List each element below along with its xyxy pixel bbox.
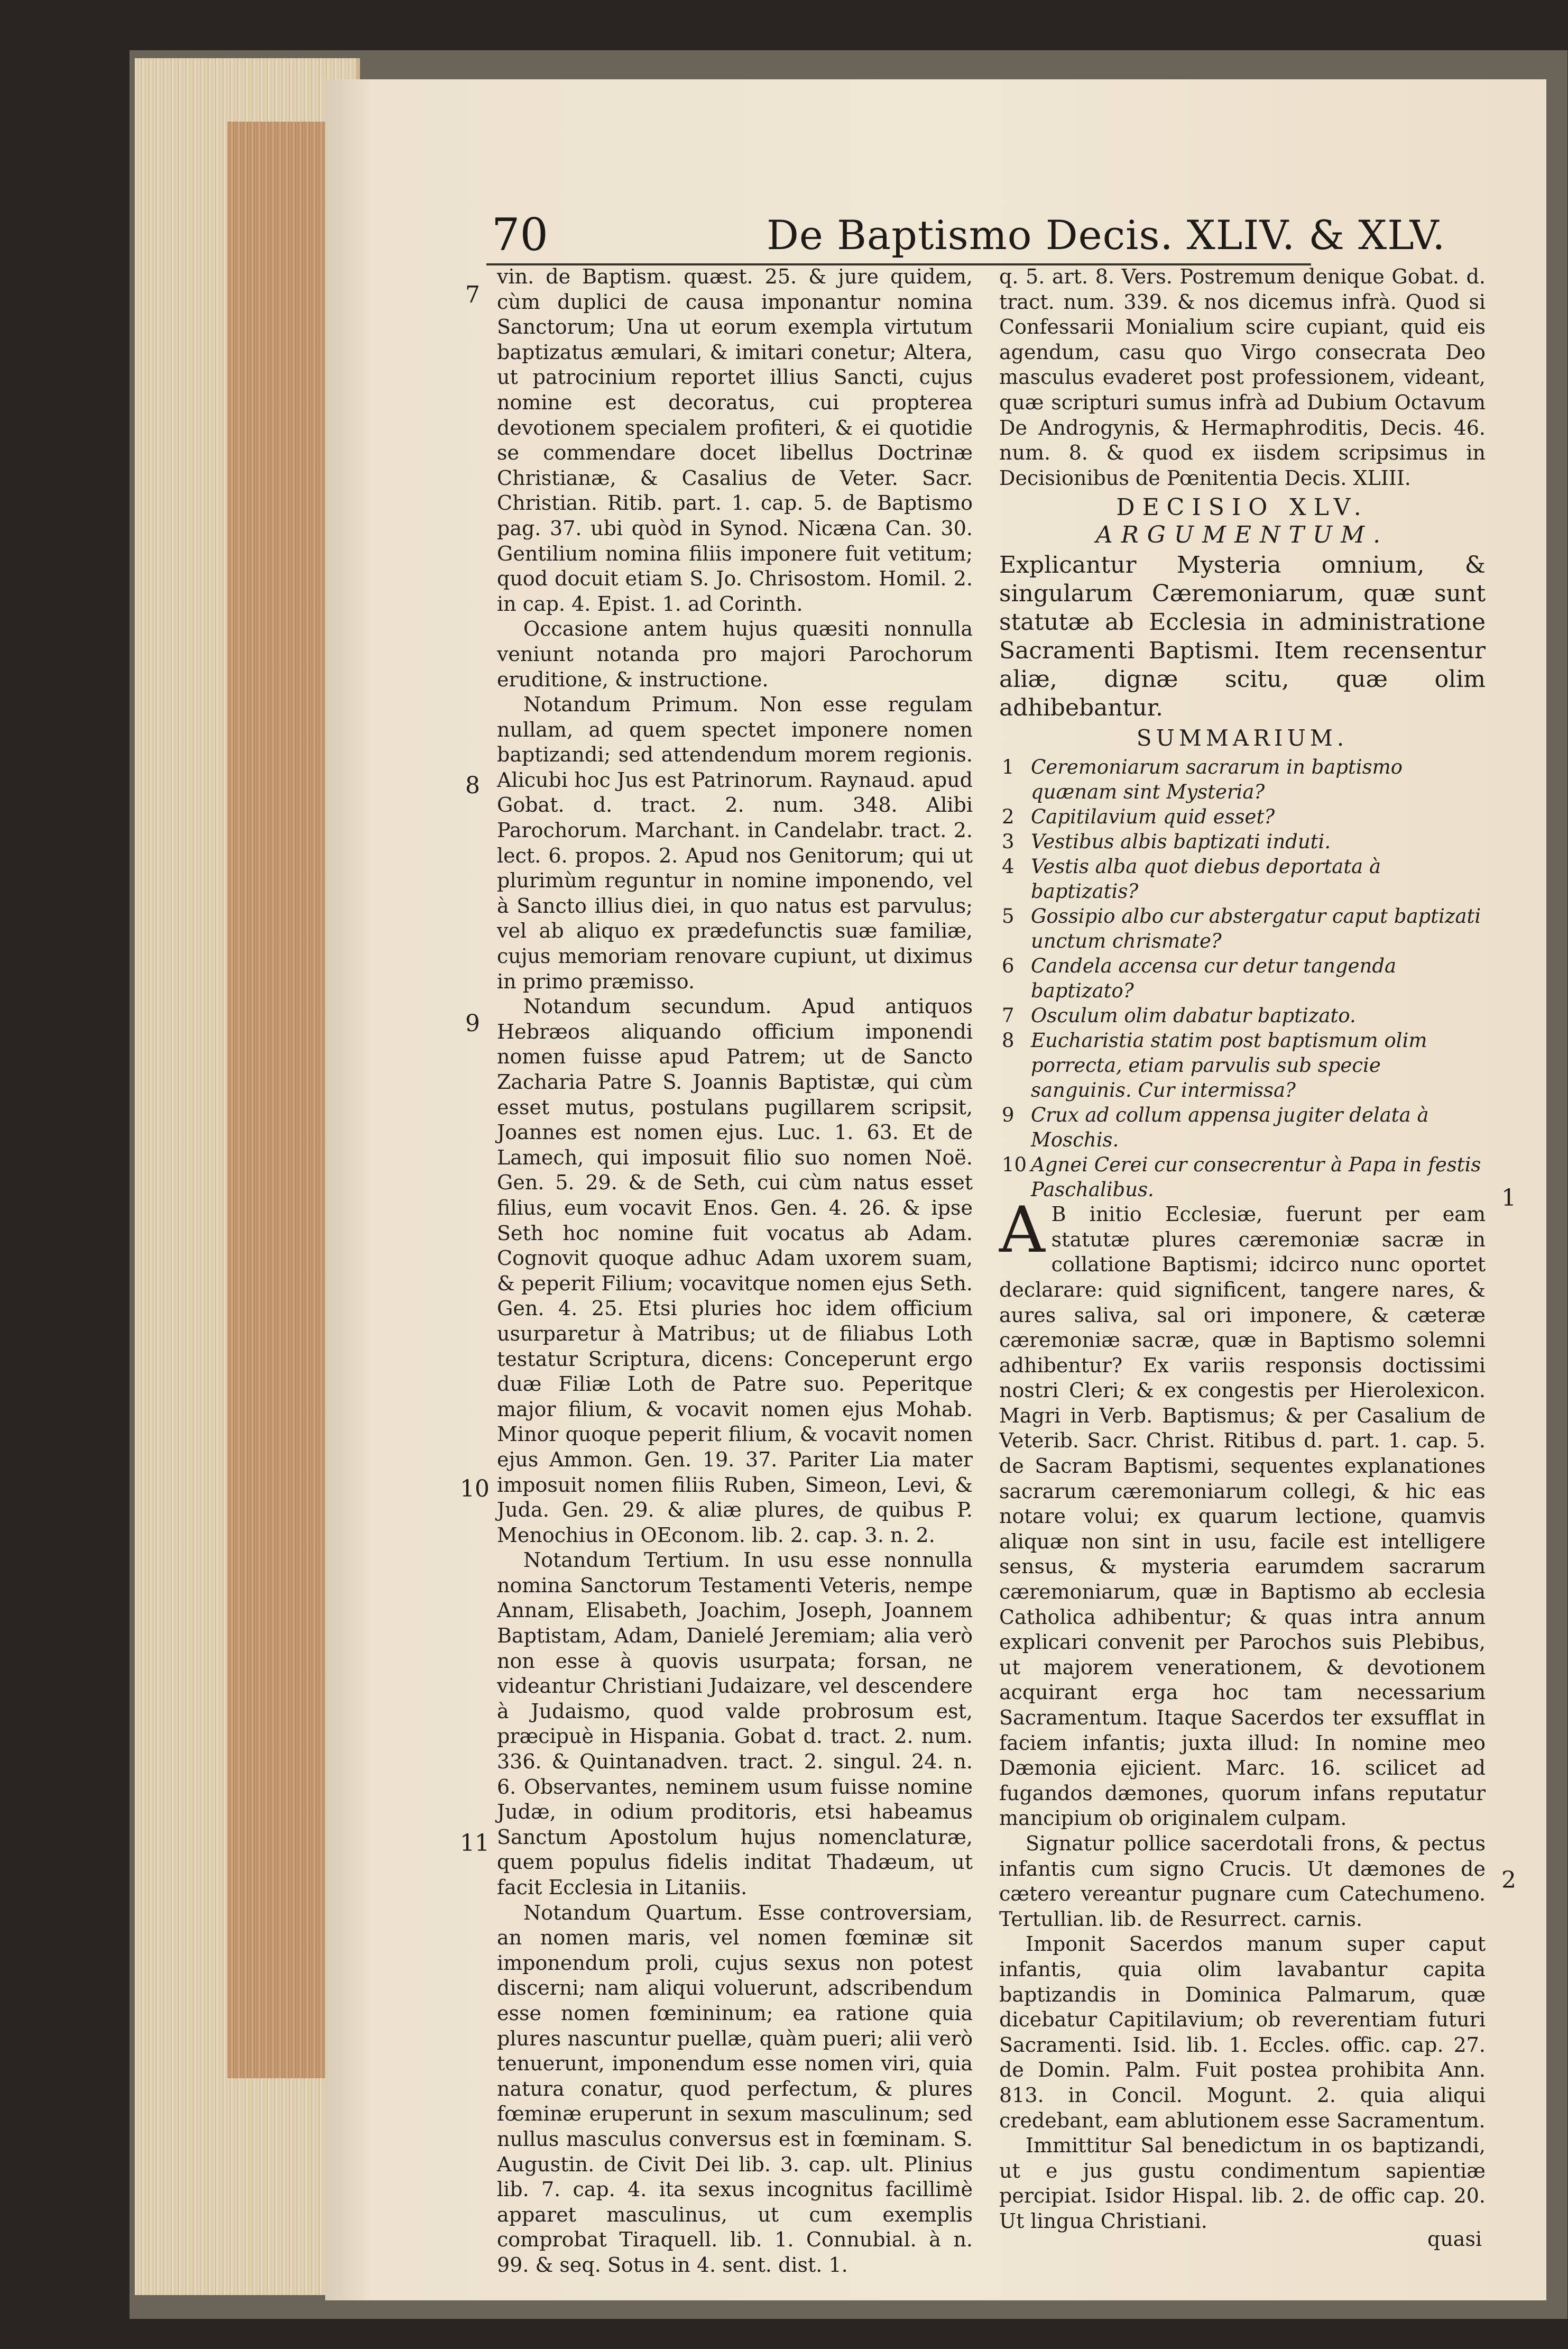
catchword: quasi (1427, 2227, 1482, 2251)
paragraph: Occasione antem hujus quæsiti nonnulla veniunt notanda pro majori Parochorum eruditione, & instructione. (497, 617, 973, 691)
paragraph: Immittitur Sal benedictum in os baptizandi, ut e jus gustu condimentum sapientiæ percipiat. Isidor Hispal. lib. 2. de offic cap. 20. Ut lingua Christiani. (999, 2134, 1486, 2233)
drop-capital: A (999, 1194, 1045, 1268)
right-column (999, 264, 1486, 2234)
margin-number: 8 (465, 772, 480, 799)
summary-item: 1 Ceremoniarum sacrarum in baptismo quænam sint Mysteria? (1002, 756, 1403, 804)
margin-number: 10 (460, 1475, 490, 1502)
running-title: De Baptismo Decis. XLIV. & XLV. (767, 212, 1446, 259)
summary-label: SUMMARIUM. (1136, 724, 1349, 751)
summary-item: 8 Eucharistia statim post baptismum olim porrecta, etiam parvulis sub specie sanguinis. Cur intermissa? (1002, 1029, 1427, 1102)
paragraph: Notandum Quartum. Esse controversiam, an nomen maris, vel nomen fœminæ sit imponendum proli, cujus sexus non potest discerni; nam aliqui voluerunt, adscribendum esse nomen fœmininum; ea ratione quia plures nascuntur puellæ, quàm pueri; alii verò tenuerunt, imponendum esse nomen viri, quia natura conatur, quod perfectum, & plures fœminæ eruperunt in sexum masculinum; sed nullus masculus conversus est in fœminam. S. Augustin. de Civit Dei lib. 3. cap. ult. Plinius lib. 7. cap. 4. ita sexus incognitus facillimè apparet masculinus, ut cum exemplis comprobat Tiraquell. lib. 1. Connubial. à n. 99. & seq. Sotus in 4. sent. dist. 1. (497, 1901, 973, 2277)
summary-item: 3 Vestibus albis baptizati induti. (1002, 830, 1331, 854)
paragraph: Notandum Primum. Non esse regulam nullam, ad quem spectet imponere nomen baptizandi; sed attendendum morem regionis. Alicubi hoc Jus est Patrinorum. Raynaud. apud Gobat. d. tract. 2. num. 348. Alibi Parochorum. Marchant. in Candelabr. tract. 2. lect. 6. propos. 2. Apud nos Genitorum; qui ut plurimùm reguntur in nomine imponendo, vel à Sancto illius diei, in quo natus est parvulus; vel ab aliquo ex prædefunctis suæ familiæ, cujus memoriam renovare cupiunt, ut diximus in primo præmisso. (497, 693, 973, 993)
paragraph: Imponit Sacerdos manum super caput infantis, quia olim lavabantur capita baptizandis in Dominica Palmarum, quæ dicebatur Capitilavium; ob reverentiam futuri Sacramenti. Isid. lib. 1. Eccles. offic. cap. 27. de Domin. Palm. Fuit postea prohibita Ann. 813. in Concil. Mogunt. 2. quia aliqui credebant, eam ablutionem esse Sacramentum. (999, 1932, 1486, 2132)
paragraph: Signatur pollice sacerdotali frons, & pectus infantis cum signo Crucis. Ut dæmones de cætero vereantur pugnare cum Catechumeno. Tertullian. lib. de Resurrect. carnis. (999, 1831, 1486, 1931)
summary-item: 5 Gossipio albo cur abstergatur caput baptizati unctum chrismate? (1002, 905, 1481, 953)
decision-title: DECISIO XLV. (1116, 494, 1369, 521)
argument-label: ARGUMENTUM. (1095, 521, 1389, 548)
gilt-edge (227, 122, 338, 2078)
summary-list (999, 755, 1486, 1202)
margin-number: 2 (1501, 1867, 1516, 1894)
margin-number: 1 (1501, 1185, 1516, 1212)
left-column (497, 264, 973, 2278)
margin-number: 7 (465, 281, 480, 308)
summary-item: 4 Vestis alba quot diebus deportata à baptizatis? (1002, 855, 1381, 903)
margin-number: 9 (465, 1010, 480, 1037)
paragraph: Notandum Tertium. In usu esse nonnulla nomina Sanctorum Testamenti Veteris, nempe Annam, Elisabeth, Joachim, Joseph, Joannem Baptistam, Adam, Danielé Jeremiam; alia verò non esse à quovis usurpata; forsan, ne videantur Christiani Judaizare, vel descendere à Judaismo, quod valde probrosum est, præcipuè in Hispania. Gobat d. tract. 2. num. 336. & Quintanadven. tract. 2. singul. 24. n. 6. Observantes, neminem usum fuisse nomine Judæ, in odium proditoris, etsi habeamus Sanctum Apostolum hujus nomenclaturæ, quem populus fidelis inditat Thadæum, ut facit Ecclesia in Litaniis. (497, 1548, 973, 1899)
summary-item: 6 Candela accensa cur detur tangenda baptizato? (1002, 955, 1397, 1003)
paragraph: vin. de Baptism. quæst. 25. & jure quidem, cùm duplici de causa imponantur nomina Sanctorum; Una ut eorum exempla virtutum baptizatus æmulari, & imitari conetur; Altera, ut patrocinium reportet illius Sancti, cujus nomine est decoratus, cui propterea devotionem specialem profiteri, & ei quotidie se commendare docet libellus Doctrinæ Christianæ, & Casalius de Veter. Sacr. Christian. Ritib. part. 1. cap. 5. de Baptismo pag. 37. ubi quòd in Synod. Nicæna Can. 30. Gentilium nomina filiis imponere fuit vetitum; quod docuit etiam S. Jo. Chrisostom. Homil. 2. in cap. 4. Epist. 1. ad Corinth. (497, 265, 973, 616)
paragraph: A B initio Ecclesiæ, fuerunt per eam statutæ plures cæremoniæ sacræ in collatione Baptismi; idcirco nunc oportet declarare: quid significent, tangere nares, & aures saliva, sal ori imponere, & cæteræ cæremoniæ sacræ, quæ in Baptismo solemni adhibentur? Ex variis responsis doctissimi nostri Cleri; & ex congestis per Hierolexicon. Magri in Verb. Baptismus; & per Casalium de Veterib. Sacr. Christ. Ritibus d. part. 1. cap. 5. de Sacram Baptismi, sequentes explanationes sacrarum cæremoniarum collegi, & hic eas notare volui; ex quarum lectione, quamvis aliquæ non sint in usu, facile est intelligere sensus, & mysteria earumdem sacrarum cæremoniarum, quæ in Baptismo ab ecclesia Catholica adhibentur; & quas intra annum explicari convenit per Parochos suis Plebibus, ut majorem venerationem, & devotionem acquirant erga hoc tam necessarium Sacramentum. Itaque Sacerdos ter exsufflat in faciem infantis; juxta illud: In nomine meo Dæmonia ejicient. Marc. 16. scilicet ad fugandos dæmones, quorum infans reputatur mancipium ob originalem culpam. (999, 1194, 1486, 1830)
margin-number: 11 (460, 1830, 490, 1857)
page-header (492, 209, 1446, 262)
argument-text: Explicantur Mysteria omnium, & singularum Cæremoniarum, quæ sunt statutæ ab Ecclesia in administratione Sacramenti Baptismi. Item recensentur aliæ, dignæ scitu, quæ olim adhibebantur. (999, 551, 1486, 721)
summary-item: 7 Osculum olim dabatur baptizato. (1002, 1004, 1356, 1027)
paragraph: q. 5. art. 8. Vers. Postremum denique Gobat. d. tract. num. 339. & nos dicemus infrà. Quod si Confessarii Monialium scire cupiant, quid eis agendum, casu quo Virgo consecrata Deo masculus evaderet post professionem, videant, quæ scripturi sumus infrà ad Dubium Octavum De Androgynis, & Hermaphroditis, Decis. 46. num. 8. & quod ex iisdem scripsimus in Decisionibus de Pœnitentia Decis. XLIII. (999, 265, 1486, 490)
page-number: 70 (492, 209, 548, 261)
summary-item: 2 Capitilavium quid esset? (1002, 805, 1275, 829)
summary-item: 9 Crux ad collum appensa jugiter delata à Moschis. (1002, 1104, 1429, 1152)
paragraph: Notandum secundum. Apud antiquos Hebræos aliquando officium imponendi nomen fuisse apud Patrem; ut de Sancto Zacharia Patre S. Joannis Baptistæ, qui cùm esset mutus, postulans pugillarem scripsit, Joannes est nomen ejus. Luc. 1. 63. Et de Lamech, qui imposuit filio suo nomen Noë. Gen. 5. 29. & de Seth, cui cùm natus esset filius, eum vocavit Enos. Gen. 4. 26. & ipse Seth hoc nomine fuit vocatus ab Adam. Cognovit quoque adhuc Adam uxorem suam, & peperit Filium; vocavitque nomen ejus Seth. Gen. 4. 25. Etsi pluries hoc idem officium usurparetur à Matribus; ut de filiabus Loth testatur Scriptura, dicens: Conceperunt ergo duæ Filiæ Loth de Patre suo. Peperitque major filium, & vocavit nomen ejus Mohab. Minor quoque peperit filium, & vocavit nomen ejus Ammon. Gen. 19. 37. Pariter Lia mater imposuit nomen filiis Ruben, Simeon, Levi, & Juda. Gen. 29. & aliæ plures, de quibus P. Menochius in OEconom. lib. 2. cap. 3. n. 2. (497, 995, 973, 1547)
summary-item: 10 Agnei Cerei cur consecrentur à Papa in festis Paschalibus. (1002, 1153, 1481, 1201)
